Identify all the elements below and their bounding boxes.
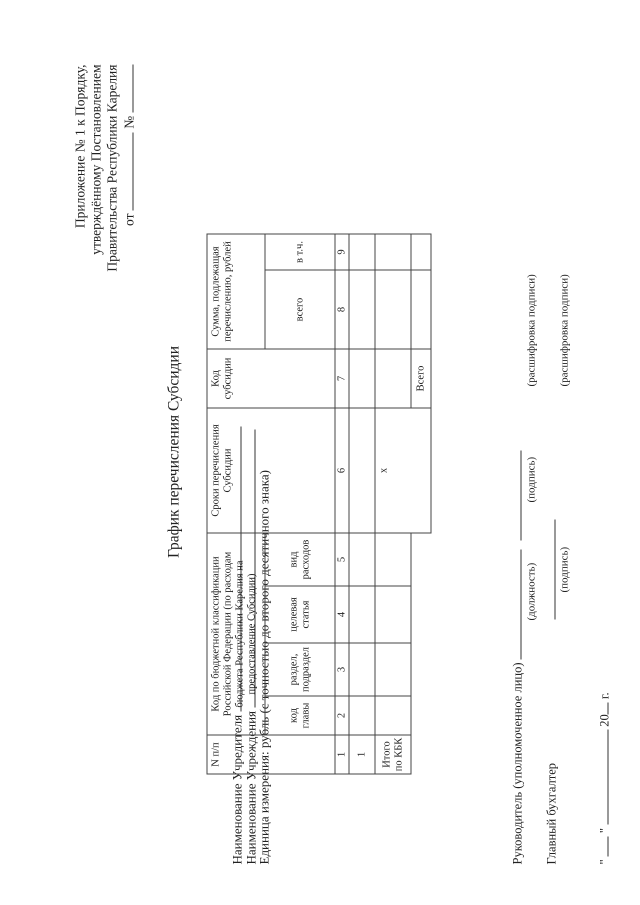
total-blank xyxy=(411,533,431,774)
date-close-quote: " xyxy=(597,828,611,834)
sub-including: в т.ч. xyxy=(265,234,335,270)
head-label: Руководитель (уполномоченное лицо) xyxy=(510,662,524,865)
total-kbk-cell xyxy=(375,270,411,349)
total-all-cell xyxy=(411,234,431,270)
total-kbk-cell xyxy=(375,349,411,408)
total-kbk-cell xyxy=(375,533,411,586)
row-1-number: 1 xyxy=(349,735,375,774)
sub-total: всего xyxy=(265,270,335,349)
col-number-6: 6 xyxy=(335,408,349,533)
position-caption: (должность) xyxy=(525,562,537,621)
institution-label: Наименование Учреждения xyxy=(243,710,258,865)
total-kbk-cell xyxy=(375,696,411,735)
sub-section: раздел, подраздел xyxy=(265,643,335,696)
col-number-9: 9 xyxy=(335,234,349,270)
accountant-label: Главный бухгалтер xyxy=(544,762,558,865)
row-1-cell xyxy=(349,349,375,408)
row-1-cell xyxy=(349,270,375,349)
total-kbk-cell xyxy=(375,643,411,696)
total-kbk-cell xyxy=(375,234,411,270)
col-number-5: 5 xyxy=(335,533,349,586)
accountant-signature-blank xyxy=(542,520,555,620)
appendix-line-2: утверждённому Постановлением xyxy=(88,64,103,255)
date-line xyxy=(595,692,612,864)
header-terms: Сроки перечисления Субсидии xyxy=(207,408,335,533)
header-code: Код субсидии xyxy=(207,349,335,408)
row-1-cell xyxy=(349,234,375,270)
row-1-cell xyxy=(349,696,375,735)
row-1-cell xyxy=(349,586,375,643)
number-blank xyxy=(120,65,133,113)
header-sum: Сумма, подлежащая перечислению, рублей xyxy=(207,234,265,349)
total-kbk-cell xyxy=(375,586,411,643)
row-1-cell xyxy=(349,643,375,696)
accountant-signature-caption: (подпись) xyxy=(558,546,570,593)
sub-expense-type: вид расходов xyxy=(265,533,335,586)
col-number-3: 3 xyxy=(335,643,349,696)
accountant-signature-line xyxy=(542,520,559,865)
year-blank xyxy=(595,702,608,714)
appendix-line-3: Правительства Республики Карелия xyxy=(104,64,119,272)
sub-chapter-code: код главы xyxy=(265,696,335,735)
row-1-cell xyxy=(349,533,375,586)
total-kbk-label: Итого по КБК xyxy=(375,735,411,774)
year-prefix: 20 xyxy=(597,714,611,727)
signature-blank xyxy=(508,450,521,540)
sub-target-item: целевая статья xyxy=(265,586,335,643)
date-open-quote: " xyxy=(597,859,611,865)
month-blank xyxy=(595,730,608,825)
day-blank xyxy=(595,836,608,856)
col-number-8: 8 xyxy=(335,270,349,349)
document-page xyxy=(10,10,630,895)
date-blank xyxy=(120,132,133,210)
header-kbk: Код по бюджетной классификации Российской Федерации (по расходам бюджета Республики Карелия на предоставление Субсидии) xyxy=(207,533,265,735)
col-number-7: 7 xyxy=(335,349,349,408)
appendix-block xyxy=(72,65,137,272)
appendix-line-1: Приложение № 1 к Порядку, xyxy=(72,64,87,229)
decode-caption: (расшифровка подписи) xyxy=(525,274,537,387)
col-number-2: 2 xyxy=(335,696,349,735)
subsidy-schedule-table xyxy=(206,234,431,775)
signature-caption: (подпись) xyxy=(525,456,537,503)
appendix-line-4 xyxy=(120,65,137,272)
terms-x-mark: x xyxy=(375,408,431,533)
founder-label: Наименование Учредителя xyxy=(229,714,244,865)
unit-line: Единица измерения: рубль (с точностью до второго десятичного знака) xyxy=(256,469,271,865)
year-suffix: г. xyxy=(597,692,611,700)
position-blank xyxy=(508,549,521,659)
header-number: N п/п xyxy=(207,735,335,774)
head-signature-line xyxy=(508,450,525,864)
appendix-number: № xyxy=(121,115,136,129)
col-number-4: 4 xyxy=(335,586,349,643)
total-all-label: Всего xyxy=(411,349,431,408)
row-1-cell xyxy=(349,408,375,533)
accountant-decode-caption: (расшифровка подписи) xyxy=(558,274,570,387)
appendix-from: от xyxy=(121,213,136,226)
total-all-cell xyxy=(411,270,431,349)
col-number-1: 1 xyxy=(335,735,349,774)
document-title: График перечисления Субсидии xyxy=(165,346,182,558)
